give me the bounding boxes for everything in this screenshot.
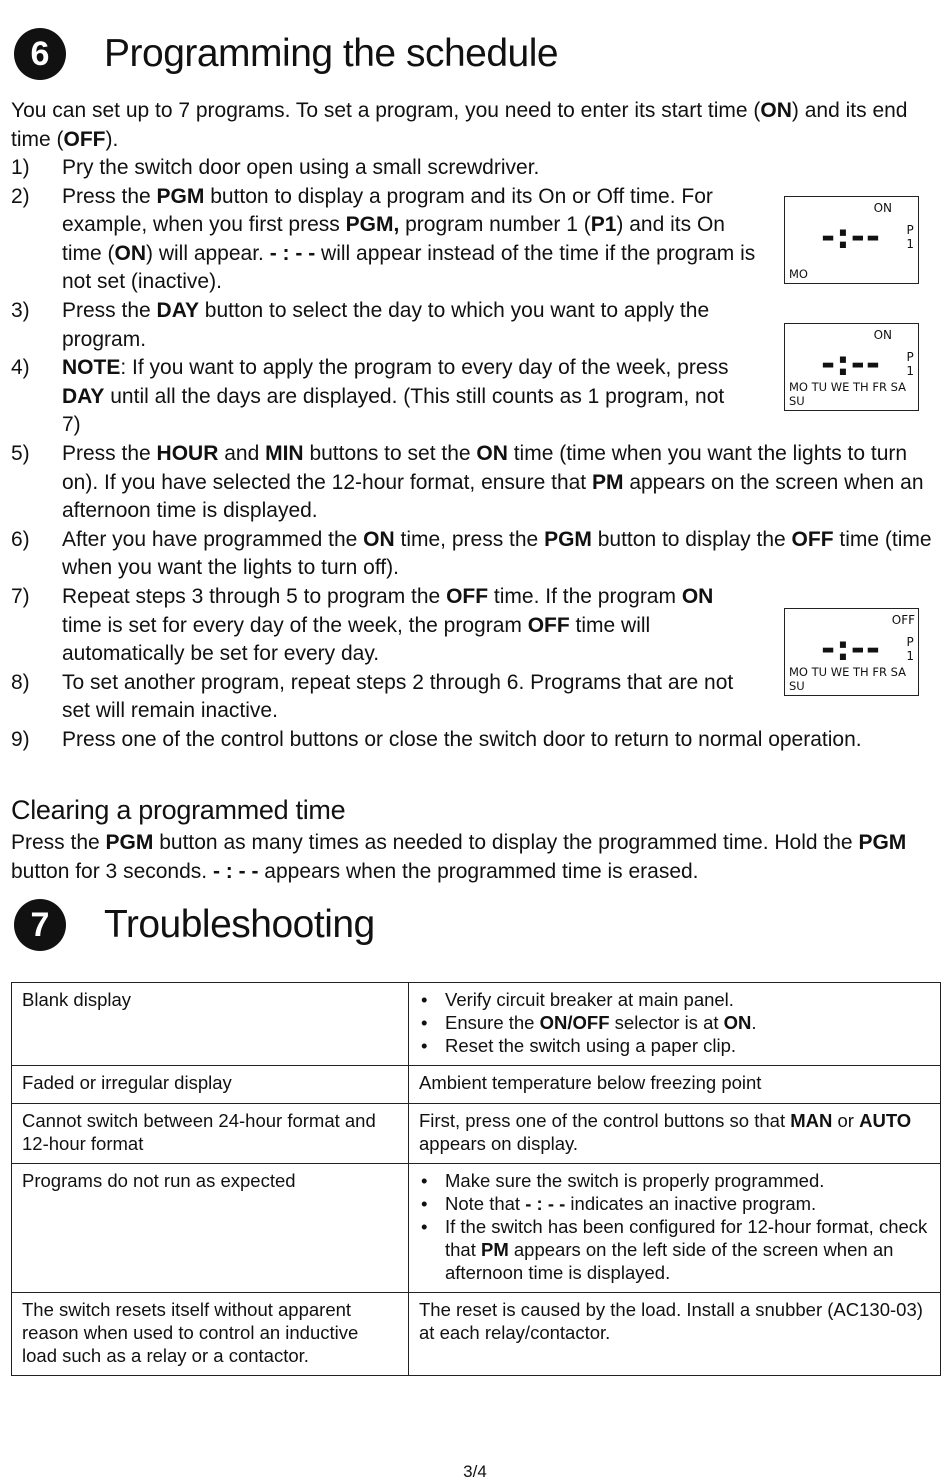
problem-cell: The switch resets itself without apparent reason when used to control an inductive load such as a relay or a contactor. [12,1293,409,1376]
problem-cell: Faded or irregular display [12,1066,409,1104]
step-7: 7) Repeat steps 3 through 5 to program the OFF time. If the program ON time is set for every day of the week, the program OFF time will automatically be set for every day. [11,584,714,666]
section-6-title: Programming the schedule [104,32,559,75]
page-number: 3/4 [463,1462,487,1481]
solution-cell: • Verify circuit breaker at main panel. • Ensure the ON/OFF selector is at ON. • Reset the switch using a paper clip. [409,983,941,1066]
problem-cell: Blank display [12,983,409,1066]
lcd-display-on-all-days: ON -:-- P 1 MO TU WE TH FR SA SU [784,323,919,411]
step-1: 1) Pry the switch door open using a small screwdriver. [11,156,540,179]
solution-cell: • Make sure the switch is properly programmed. • Note that - : - - indicates an inactive program. • If the switch has been configured for 12-hour format, check that PM appears on the left side of the screen when an afternoon time is displayed. [409,1164,941,1293]
step-8: 8) To set another program, repeat steps 2 through 6. Programs that are not set will remain inactive. [11,670,734,723]
step-4: 4) NOTE: If you want to apply the program to every day of the week, press DAY until all the days are displayed. (This still counts as 1 program, not 7) [11,356,729,437]
section-6-heading [14,28,558,80]
step-6: 6) After you have programmed the ON time, press the PGM button to display the OFF time (time when you want the lights to turn off). [11,527,932,580]
solution-cell: First, press one of the control buttons so that MAN or AUTO appears on display. [409,1104,941,1164]
problem-cell: Cannot switch between 24-hour format and 12-hour format [12,1104,409,1164]
section-7-heading [14,899,375,951]
step-5: 5) Press the HOUR and MIN buttons to set the ON time (time when you want the lights to turn on). If you have selected the 12-hour format, ensure that PM appears on the screen when an afternoon time is displayed. [11,441,924,523]
clearing-text: Press the PGM button as many times as needed to display the programmed time. Hold the PGM button for 3 seconds. - : - - appears when the programmed time is erased. [11,831,907,883]
problem-cell: Programs do not run as expected [12,1164,409,1293]
clearing-title: Clearing a programmed time [11,795,346,825]
solution-cell: Ambient temperature below freezing point [409,1066,941,1104]
table-row [12,1293,941,1376]
section-6-intro: You can set up to 7 programs. To set a program, you need to enter its start time (ON) and its end time (OFF). [11,99,908,151]
section-6-number-badge: 6 [14,28,66,80]
table-row [12,1104,941,1164]
lcd-display-on-monday: ON -:-- P 1 MO [784,196,919,284]
troubleshooting-table [11,982,941,1376]
section-7-number-badge: 7 [14,899,66,951]
table-row [12,983,941,1066]
section-7-title: Troubleshooting [104,903,375,946]
table-row [12,1066,941,1104]
solution-cell: The reset is caused by the load. Install a snubber (AC130-03) at each relay/contactor. [409,1293,941,1376]
table-row [12,1164,941,1293]
step-9: 9) Press one of the control buttons or close the switch door to return to normal operation. [11,727,862,751]
step-3: 3) Press the DAY button to select the day to which you want to apply the program. [11,298,710,351]
lcd-display-off-all-days: OFF -:-- P 1 MO TU WE TH FR SA SU [784,608,919,696]
step-2: 2) Press the PGM button to display a program and its On or Off time. For example, when you first press PGM, program number 1 (P1) and its On time (ON) will appear. - : - - will appear instead of the time if the program is not set (inactive). [11,184,756,294]
